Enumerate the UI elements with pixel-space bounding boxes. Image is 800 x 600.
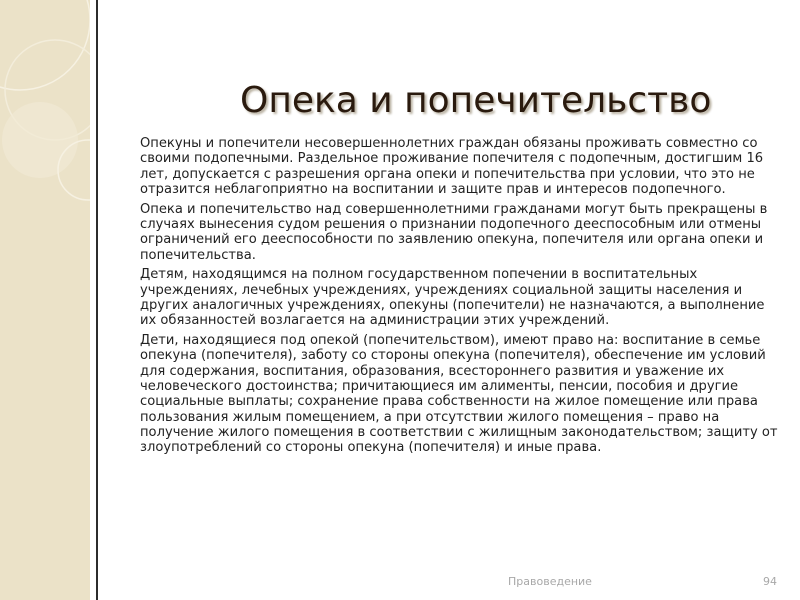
paragraph: Дети, находящиеся под опекой (попечительством), имеют право на: воспитание в семье опекуна (попечителя), заботу со стороны опекуна (попечителя), обеспечение им условий для содержания, воспитания, образования, всестороннего развития и уважение их человеческого достоинства; причитающиеся им алименты, пенсии, пособия и другие социальные выплаты; сохранение права собственности на жилое помещение или права пользования жилым помещением, а при отсутствии жилого помещения – право на получение жилого помещения в соответствии с жилищным законодательством; защиту от злоупотреблений со стороны опекуна (попечителя) и иные права. (140, 333, 778, 456)
footer-label: Правоведение (508, 575, 592, 588)
page-number: 94 (763, 575, 777, 588)
decorative-side-panel (0, 0, 90, 600)
slide-body (140, 136, 780, 460)
paragraph: Опека и попечительство над совершеннолетними гражданами могут быть прекращены в случаях вынесения судом решения о признании подопечного дееспособным или отмены ограничений его дееспособности по заявлению опекуна, попечителя или органа опеки и попечительства. (140, 201, 768, 263)
decorative-circles-icon (0, 0, 90, 600)
paragraph: Детям, находящимся на полном государственном попечении в воспитательных учреждениях, лечебных учреждениях, учреждениях социальной защиты населения и других аналогичных учреждениях, опекуны (попечители) не назначаются, а выполнение их обязанностей возлагается на администрации этих учреждений. (140, 267, 765, 329)
paragraph: Опекуны и попечители несовершеннолетних граждан обязаны проживать совместно со своими подопечными. Раздельное проживание попечителя с подопечным, достигшим 16 лет, допускается с разрешения органа опеки и попечительства при условии, что это не отразится неблагоприятно на воспитании и защите прав и интересов подопечного. (140, 136, 764, 197)
slide-title: Опека и попечительство (240, 80, 712, 121)
vertical-divider (96, 0, 98, 600)
